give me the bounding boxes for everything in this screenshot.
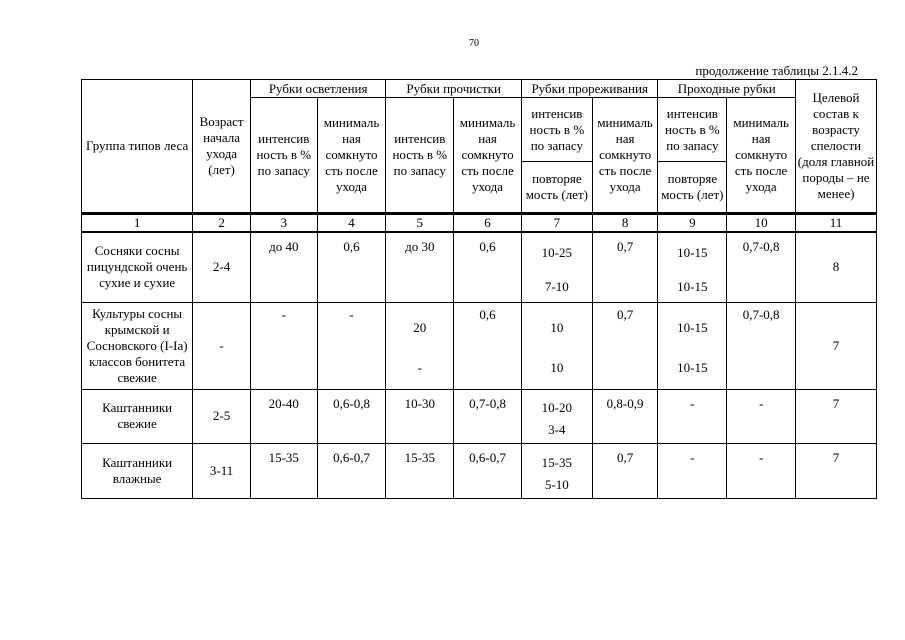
intensity-value: 20: [413, 319, 427, 335]
intensity-value: 10-25: [541, 244, 572, 260]
forest-group-cell: Культуры сосны крымской и Сосновского (I-Ia) классов бонитета свежие: [82, 302, 193, 389]
header-target-composition: Целевой состав к возрасту спелости (доля главной породы – не менее): [796, 80, 877, 214]
header-osvetleniya: Рубки осветления: [250, 80, 386, 98]
header-group: Группа типов леса: [82, 80, 193, 214]
min-density-cell: 0,6-0,8: [317, 389, 386, 443]
min-density-cell: -: [727, 389, 796, 443]
target-composition-cell: 7: [796, 302, 877, 389]
min-density-cell: 0,7-0,8: [454, 389, 522, 443]
intensity-repeat-cell: [658, 302, 727, 389]
repeat-value: 7-10: [544, 278, 569, 294]
intensity-cell: до 30: [386, 232, 454, 302]
forest-group-cell: Сосняки сосны пицундской очень сухие и сухие: [82, 232, 193, 302]
intensity-cell: 10-30: [386, 389, 454, 443]
header-intensity-osvetleniya: интенсив ность в % по запасу: [250, 98, 317, 214]
intensity-cell: -: [250, 302, 317, 389]
header-repeat-prorezhivaniya: повторяе мость (лет): [521, 162, 592, 214]
forest-care-table: [81, 79, 877, 499]
intensity-value-second: -: [417, 359, 422, 375]
column-number: 2: [193, 214, 251, 233]
care-start-age-cell: -: [193, 302, 251, 389]
header-prochistki: Рубки прочистки: [386, 80, 522, 98]
table-row: [82, 232, 877, 302]
intensity-cell: до 40: [250, 232, 317, 302]
min-density-cell: 0,7: [592, 302, 658, 389]
intensity-value: 10-15: [677, 244, 708, 260]
header-intensity-prokhodnye: интенсив ность в % по запасу: [658, 98, 727, 162]
header-prorezhivaniya: Рубки прореживания: [521, 80, 658, 98]
intensity-cell: -: [658, 389, 727, 443]
column-number: 3: [250, 214, 317, 233]
repeat-value: 10-15: [677, 278, 708, 294]
header-intensity-prochistki: интенсив ность в % по запасу: [386, 98, 454, 214]
intensity-value: 10-20: [541, 400, 572, 415]
header-min-density-prochistki: минималь ная сомкнуто сть после ухода: [454, 98, 522, 214]
header-min-density-prokhodnye: минималь ная сомкнуто сть после ухода: [727, 98, 796, 214]
min-density-cell: -: [317, 302, 386, 389]
header-repeat-prokhodnye: повторяе мость (лет): [658, 162, 727, 214]
min-density-cell: 0,7: [592, 443, 658, 498]
min-density-cell: 0,8-0,9: [592, 389, 658, 443]
intensity-cell: [386, 302, 454, 389]
page-number: 70: [469, 38, 479, 49]
care-start-age-cell: 3-11: [193, 443, 251, 498]
repeat-value: 10: [550, 359, 564, 375]
min-density-cell: 0,6: [317, 232, 386, 302]
target-composition-cell: 8: [796, 232, 877, 302]
min-density-cell: 0,7: [592, 232, 658, 302]
header-intensity-prorezhivaniya: интенсив ность в % по запасу: [521, 98, 592, 162]
intensity-repeat-cell: [521, 389, 592, 443]
intensity-repeat-cell: [521, 302, 592, 389]
column-number: 6: [454, 214, 522, 233]
intensity-value: 10: [550, 319, 564, 335]
intensity-value: 15-35: [541, 454, 572, 470]
forest-group-cell: Каштанники влажные: [82, 443, 193, 498]
column-number: 9: [658, 214, 727, 233]
min-density-cell: -: [727, 443, 796, 498]
repeat-value: 5-10: [544, 476, 569, 492]
min-density-cell: 0,6-0,7: [317, 443, 386, 498]
column-number: 11: [796, 214, 877, 233]
target-composition-cell: 7: [796, 389, 877, 443]
table-row: [82, 389, 877, 443]
min-density-cell: 0,7-0,8: [727, 302, 796, 389]
header-min-density-prorezhivaniya: минималь ная сомкнуто сть после ухода: [592, 98, 658, 214]
column-number: 4: [317, 214, 386, 233]
table-row: [82, 302, 877, 389]
min-density-cell: 0,6: [454, 302, 522, 389]
target-composition-cell: 7: [796, 443, 877, 498]
table-caption: продолжение таблицы 2.1.4.2: [695, 63, 858, 78]
header-age: Возраст начала ухода (лет): [193, 80, 251, 214]
column-number: 8: [592, 214, 658, 233]
care-start-age-cell: 2-4: [193, 232, 251, 302]
min-density-cell: 0,7-0,8: [727, 232, 796, 302]
intensity-value: 10-15: [677, 319, 708, 335]
forest-group-cell: Каштанники свежие: [82, 389, 193, 443]
min-density-cell: 0,6: [454, 232, 522, 302]
repeat-value: 10-15: [677, 359, 708, 375]
intensity-repeat-cell: [521, 443, 592, 498]
intensity-repeat-cell: [521, 232, 592, 302]
repeat-value: 3-4: [548, 422, 566, 437]
column-number: 5: [386, 214, 454, 233]
min-density-cell: 0,6-0,7: [454, 443, 522, 498]
care-start-age-cell: 2-5: [193, 389, 251, 443]
column-number: 7: [521, 214, 592, 233]
column-number: 1: [82, 214, 193, 233]
intensity-repeat-cell: [658, 232, 727, 302]
intensity-cell: 15-35: [386, 443, 454, 498]
header-min-density-osvetleniya: минималь ная сомкнуто сть после ухода: [317, 98, 386, 214]
header-prokhodnye: Проходные рубки: [658, 80, 796, 98]
intensity-cell: 20-40: [250, 389, 317, 443]
column-number: 10: [727, 214, 796, 233]
table-row: [82, 443, 877, 498]
intensity-cell: -: [658, 443, 727, 498]
intensity-cell: 15-35: [250, 443, 317, 498]
